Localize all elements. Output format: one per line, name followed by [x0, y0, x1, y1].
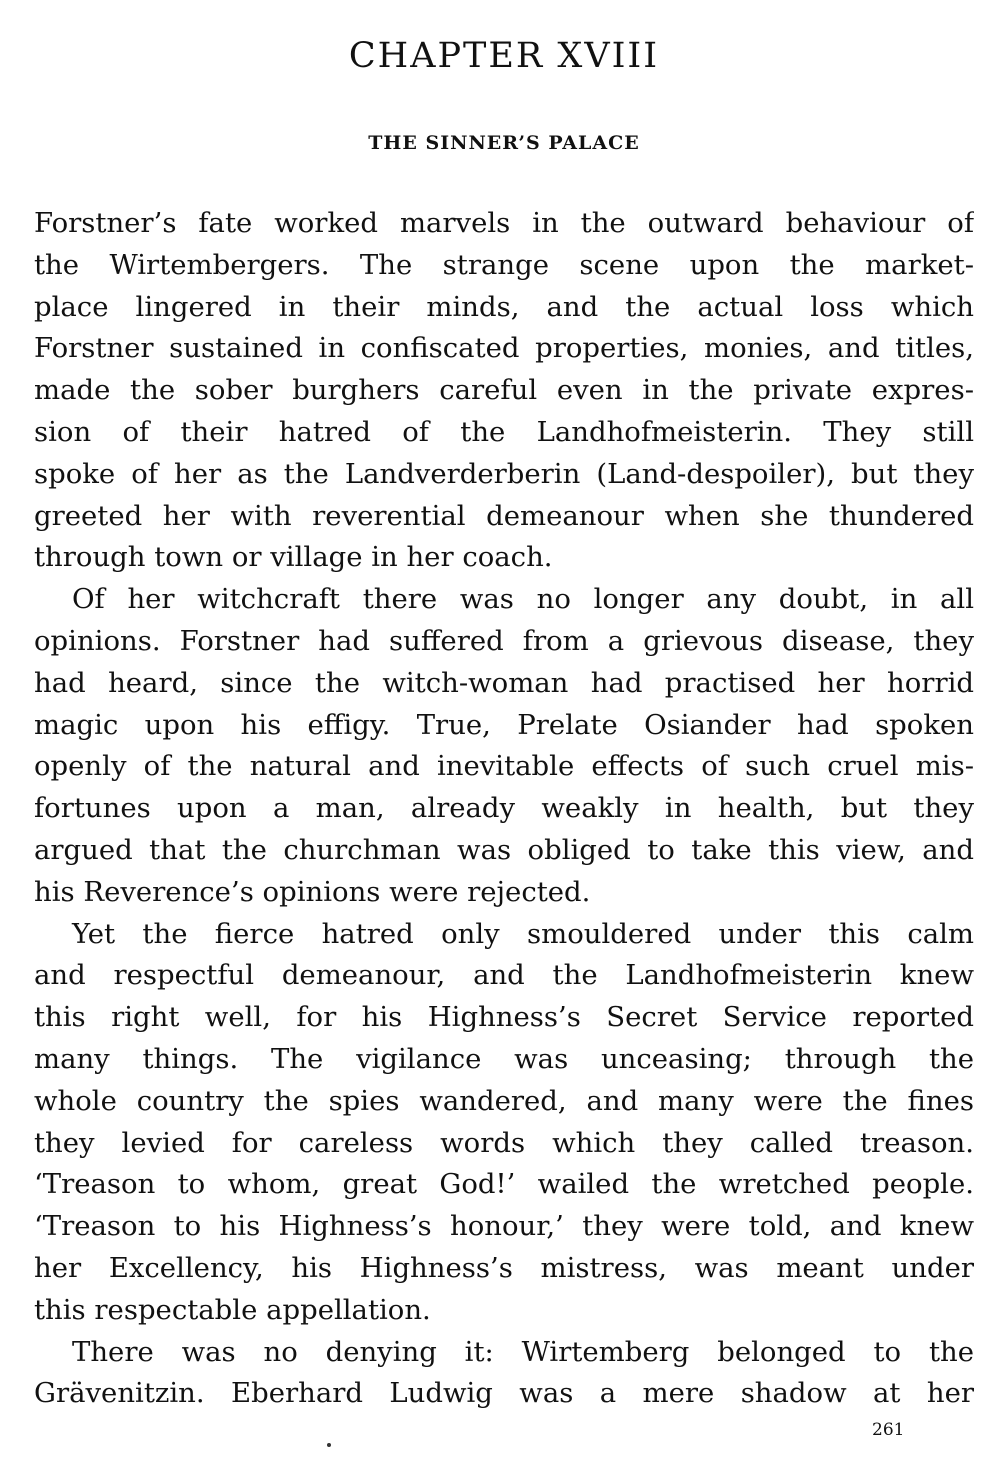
text-line: greeted her with reverential demeanour when she thundered	[34, 499, 974, 532]
text-line: Forstner’s fate worked marvels in the outward behaviour of	[34, 207, 974, 239]
text-line: the Wirtembergers. The strange scene upon the market-	[34, 248, 974, 281]
text-line: Yet the fierce hatred only smouldered under this calm	[72, 917, 974, 950]
text-line: place lingered in their minds, and the actual loss which	[34, 290, 974, 323]
text-line: his Reverence’s opinions were rejected.	[34, 875, 591, 908]
text-line: this right well, for his Highness’s Secret Service reported	[34, 1001, 974, 1034]
text-line: they levied for careless words which they called treason.	[34, 1126, 974, 1159]
page-number: 261	[872, 1420, 905, 1440]
text-line: Grävenitzin. Eberhard Ludwig was a mere shadow at her	[34, 1377, 974, 1410]
text-line: made the sober burghers careful even in the private expres-	[34, 374, 974, 407]
text-line: ‘Treason to his Highness’s honour,’ they were told, and knew	[34, 1210, 974, 1243]
chapter-title: CHAPTER XVIII	[348, 36, 660, 76]
text-line: had heard, since the witch-woman had practised her horrid	[34, 666, 974, 699]
print-speck	[327, 1443, 331, 1447]
text-line: her Excellency, his Highness’s mistress, was meant under	[34, 1251, 974, 1284]
text-line: opinions. Forstner had suffered from a grievous disease, they	[34, 624, 974, 657]
text-line: argued that the churchman was obliged to take this view, and	[34, 833, 974, 866]
book-page	[34, 0, 974, 1464]
text-line: spoke of her as the Landverderberin (Land-despoiler), but they	[34, 457, 974, 490]
text-line: and respectful demeanour, and the Landhofmeisterin knew	[34, 959, 974, 992]
text-line: openly of the natural and inevitable effects of such cruel mis-	[34, 750, 974, 783]
text-line: many things. The vigilance was unceasing; through the	[34, 1042, 974, 1075]
text-line: sion of their hatred of the Landhofmeisterin. They still	[34, 415, 974, 448]
text-line: magic upon his effigy. True, Prelate Osiander had spoken	[34, 708, 974, 741]
text-line: whole country the spies wandered, and many were the fines	[34, 1084, 974, 1117]
text-line: Of her witchcraft there was no longer any doubt, in all	[72, 583, 974, 616]
text-line: Forstner sustained in confiscated properties, monies, and titles,	[34, 332, 974, 365]
text-line: There was no denying it: Wirtemberg belonged to the	[72, 1335, 974, 1368]
text-line: ‘Treason to whom, great God!’ wailed the wretched people.	[34, 1168, 974, 1201]
text-line: through town or village in her coach.	[34, 541, 553, 574]
text-line: fortunes upon a man, already weakly in health, but they	[34, 792, 974, 825]
chapter-subtitle: THE SINNER’S PALACE	[368, 132, 640, 154]
body-text	[34, 203, 974, 1415]
text-line: this respectable appellation.	[34, 1293, 431, 1326]
